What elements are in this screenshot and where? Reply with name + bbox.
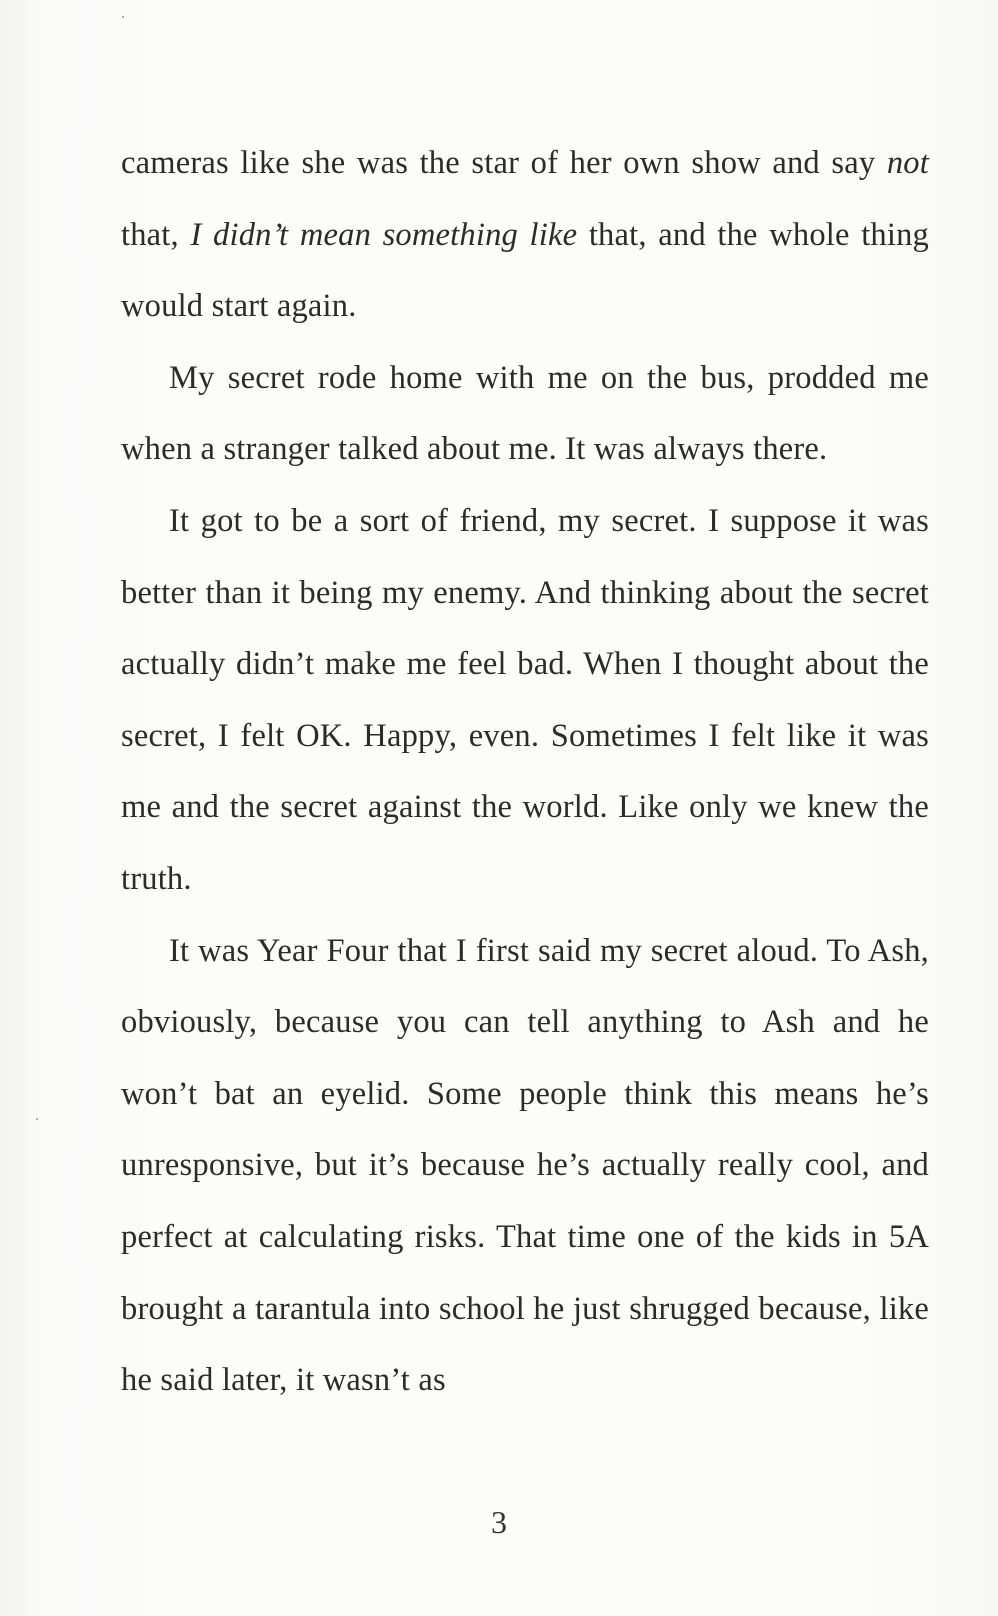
page-number: 3 — [491, 1504, 507, 1540]
paragraph — [121, 486, 929, 916]
italic-text-run: I didn’t mean something like — [190, 216, 578, 253]
text-run: that, and the whole thing would start again. — [121, 216, 930, 325]
paragraph — [121, 916, 929, 1417]
scan-speck — [122, 16, 124, 18]
body-text — [121, 128, 929, 1417]
paragraph — [121, 343, 929, 486]
paragraph — [121, 128, 929, 343]
text-run: It got to be a sort of friend, my secret. I suppose it was better than it being my enemy. And thinking about the secret actually didn’t make me feel bad. When I thought about the secret, I felt OK. Happy, even. Sometimes I felt like it was me and the secret against the world. Like only we knew the truth. — [121, 502, 929, 897]
italic-text-run: not — [886, 145, 929, 181]
text-run: that, — [121, 216, 191, 253]
text-run: My secret rode home with me on the bus, prodded me when a stranger talked about me. It was always there. — [121, 359, 929, 468]
text-run: It was Year Four that I first said my secret aloud. To Ash, obviously, because you can tell anything to Ash and he won’t bat an eyelid. Some people think this means he’s unresponsive, but it’s because he’s actually really cool, and perfect at calculating risks. That time one of the kids in 5A brought a tarantula into school he just shrugged because, like he said later, it wasn’t as — [121, 932, 929, 1399]
text-run: cameras like she was the star of her own show and say — [121, 145, 887, 181]
scan-speck — [36, 1118, 38, 1120]
